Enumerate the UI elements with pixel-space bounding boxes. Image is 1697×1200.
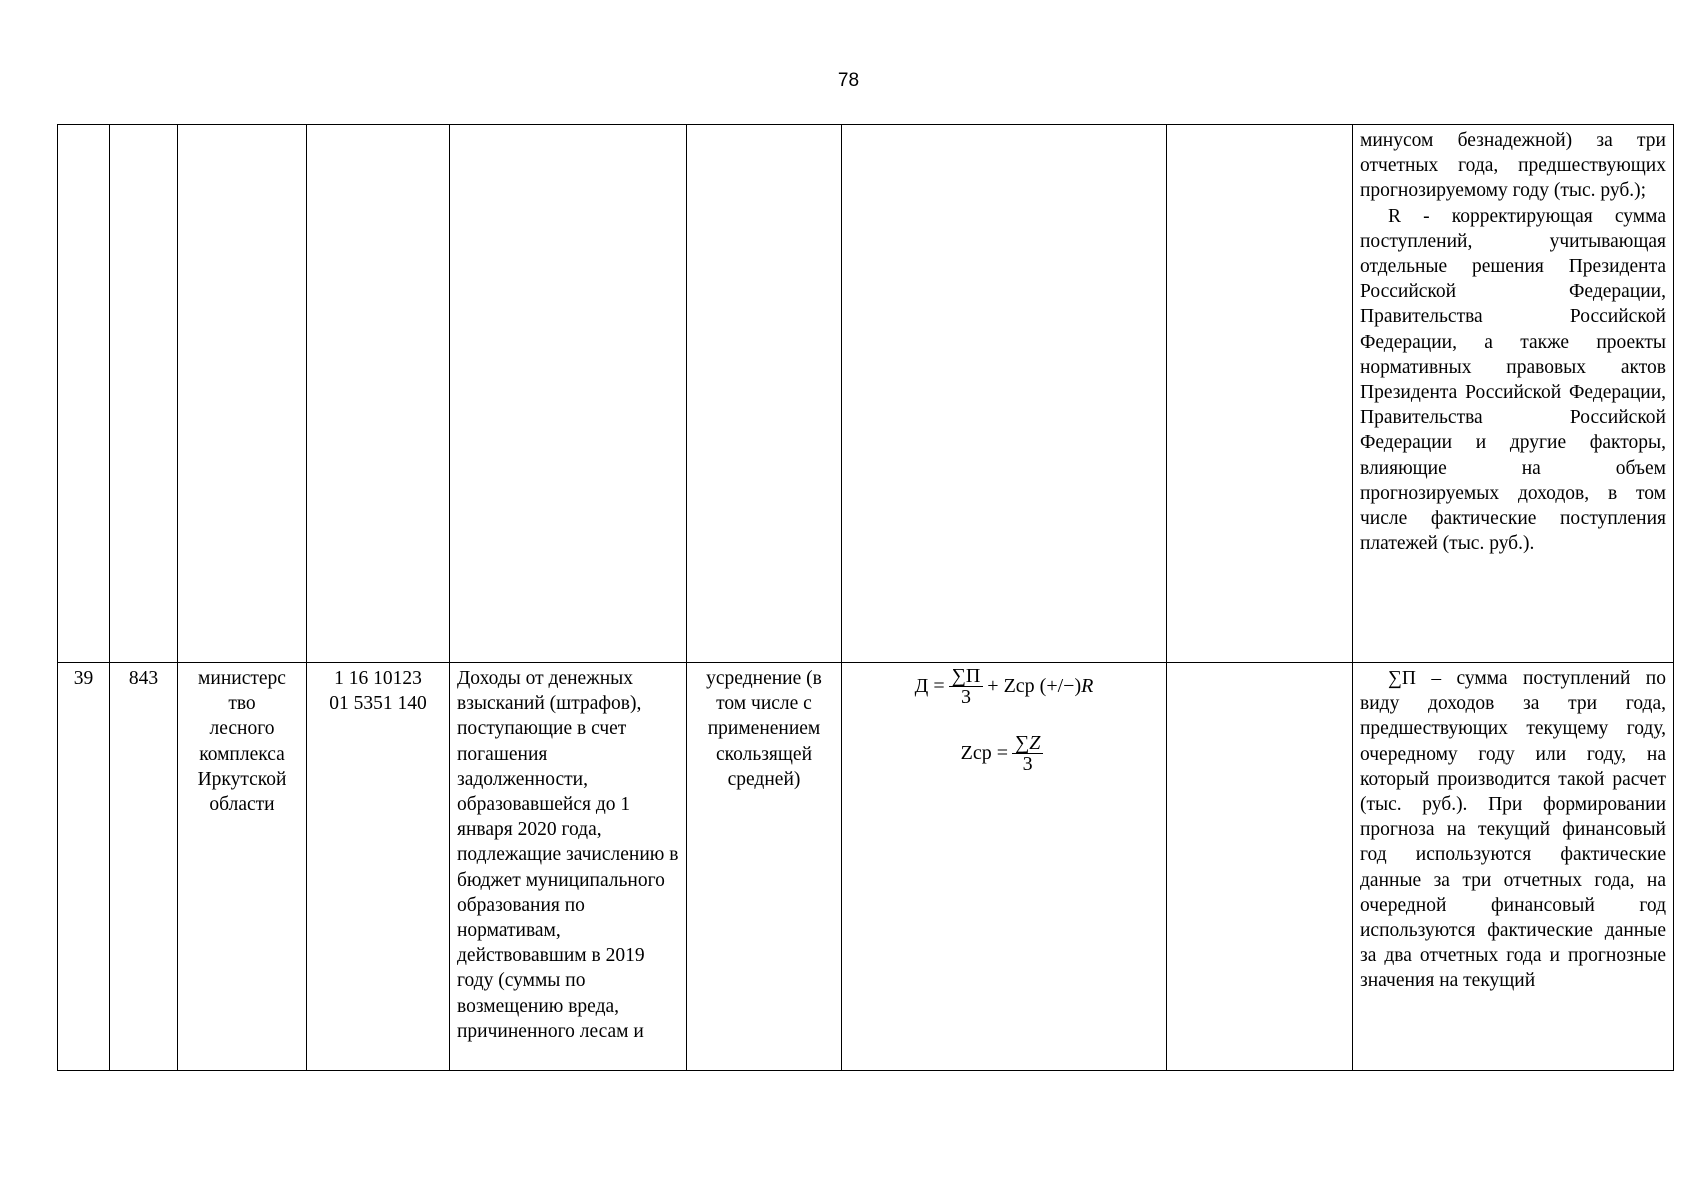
description-r-paragraph: R - корректирующая сумма поступлений, учитывающая отдельные решения Президента Российской Федерации, Правительства Российской Федерации, а также проекты нормативных правовых актов Президента Российской Федерации, Правительства Российской Федерации и другие факторы, влияющие на объем прогнозируемых доходов, в том числе фактические поступления платежей (тыс. руб.). bbox=[1360, 205, 1666, 555]
cell-description bbox=[1353, 663, 1674, 1071]
income-forecast-table bbox=[57, 124, 1674, 1071]
cell-kbk bbox=[307, 663, 450, 1071]
cell-administrator bbox=[178, 663, 307, 1071]
table-row-continuation bbox=[58, 125, 1674, 663]
cell-row-number: 39 bbox=[58, 663, 110, 1071]
cell-formula-empty bbox=[842, 125, 1167, 663]
formula-z-lhs: Zср = bbox=[960, 741, 1008, 764]
formula-z-variable: Z bbox=[1029, 732, 1041, 754]
cell-kbk-empty bbox=[307, 125, 450, 663]
formula-z-numerator bbox=[1012, 733, 1043, 754]
description-sum-paragraph: ∑П – сумма поступлений по виду доходов за три года, предшествующих текущему году, очередному году или году, на который производится такой расчет (тыс. руб.). При формировании прогноза на текущий финансовый год используются фактические данные за три отчетных года, на очередной финансовый год используются фактические данные за два отчетных года и прогнозные значения на текущий bbox=[1360, 668, 1666, 992]
page-number: 78 bbox=[837, 70, 860, 91]
formula-d-fraction bbox=[949, 666, 984, 707]
administrator-text: министерс тво лесного комплекса Иркутской области bbox=[197, 668, 287, 816]
formula-d-r: R bbox=[1081, 674, 1094, 697]
kbk-line-2: 01 5351 140 bbox=[329, 693, 427, 715]
formula-z-denominator: 3 bbox=[1022, 753, 1033, 775]
kbk-line-1: 1 16 10123 bbox=[334, 668, 422, 689]
cell-income-name-empty bbox=[450, 125, 687, 663]
cell-col8-empty bbox=[1167, 125, 1353, 663]
formula-d-numerator: ∑П bbox=[949, 666, 984, 687]
description-continuation-text: минусом безнадежной) за три отчетных года, предшествующих прогнозируемому году (тыс. руб.); bbox=[1360, 130, 1666, 202]
formula-block bbox=[849, 666, 1159, 774]
formula-d bbox=[915, 666, 1094, 707]
cell-number-empty bbox=[58, 125, 110, 663]
cell-code-empty bbox=[110, 125, 178, 663]
cell-method: усреднение (в том числе с применением скользящей средней) bbox=[687, 663, 842, 1071]
table-row-39 bbox=[58, 663, 1674, 1071]
cell-description-continuation bbox=[1353, 125, 1674, 663]
cell-code: 843 bbox=[110, 663, 178, 1071]
formula-z-sigma: ∑ bbox=[1014, 732, 1030, 754]
formula-d-lhs: Д = bbox=[914, 674, 945, 697]
formula-d-rest: + Zср (+/−) bbox=[987, 674, 1082, 697]
cell-col8 bbox=[1167, 663, 1353, 1071]
cell-administrator-empty bbox=[178, 125, 307, 663]
formula-z bbox=[961, 733, 1048, 774]
formula-z-fraction bbox=[1012, 733, 1043, 774]
formula-d-denominator: 3 bbox=[960, 686, 971, 708]
cell-formula bbox=[842, 663, 1167, 1071]
cell-method-empty bbox=[687, 125, 842, 663]
cell-income-name: Доходы от денежных взысканий (штрафов), поступающие в счет погашения задолженности, образовавшейся до 1 января 2020 года, подлежащие зачислению в бюджет муниципального образования по нормативам, действовавшим в 2019 году (суммы по возмещению вреда, причиненного лесам и bbox=[450, 663, 687, 1071]
